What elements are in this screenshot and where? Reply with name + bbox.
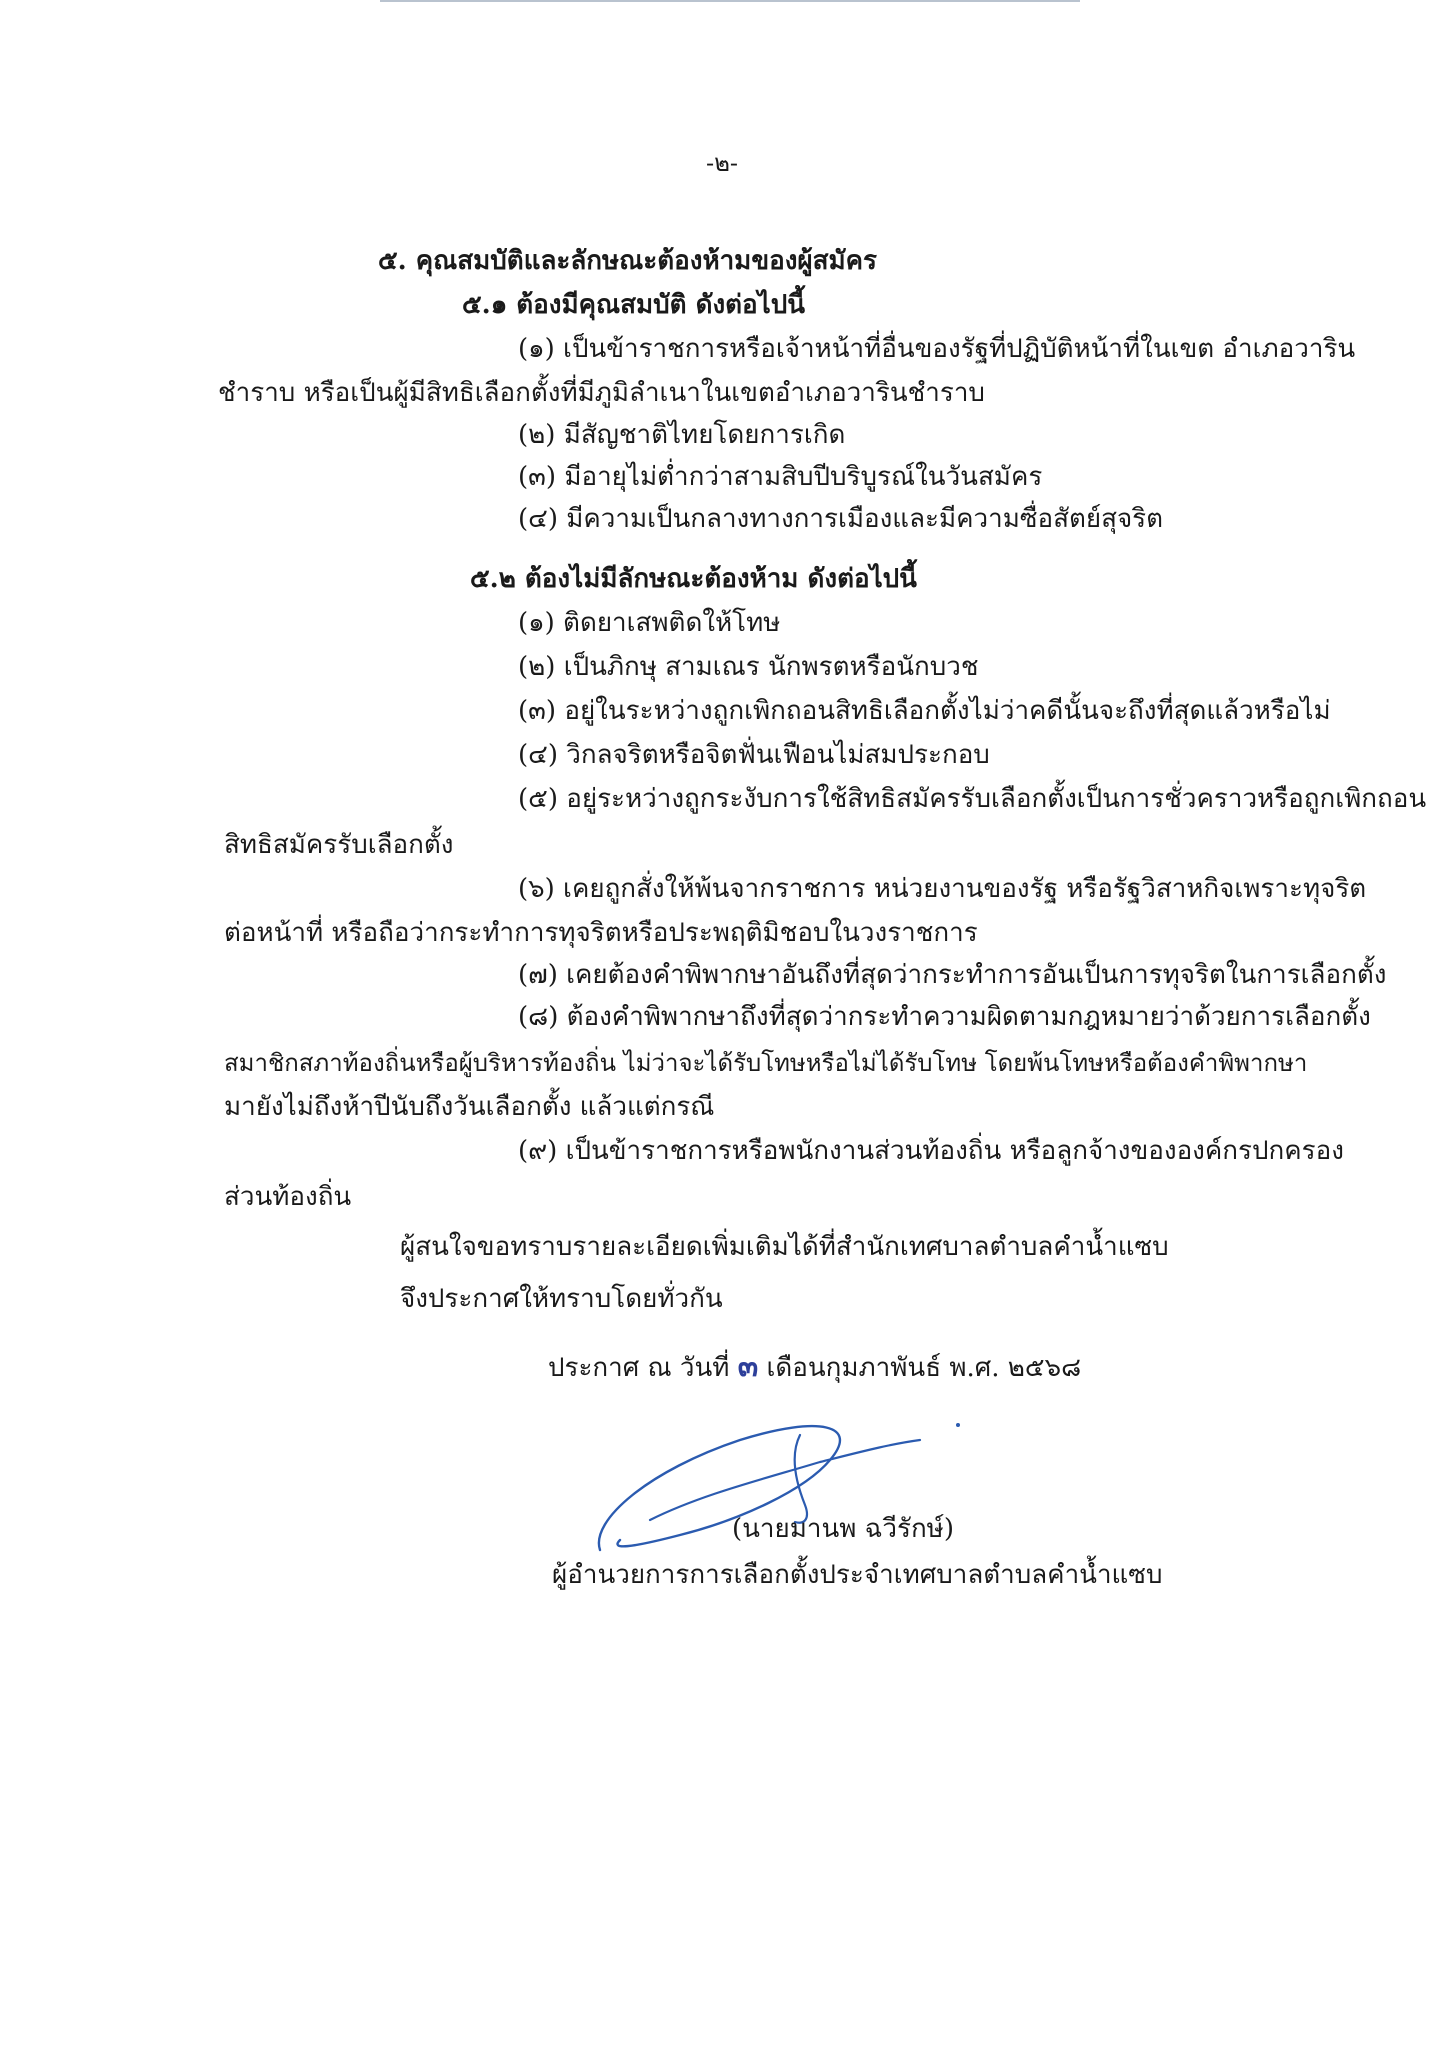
list-item: (๖) เคยถูกสั่งให้พ้นจากราชการ หน่วยงานของรัฐ หรือรัฐวิสาหกิจเพราะทุจริต <box>518 874 1367 904</box>
announcement-line: จึงประกาศให้ทราบโดยทั่วกัน <box>400 1284 723 1314</box>
list-item-continuation: ส่วนท้องถิ่น <box>224 1182 352 1212</box>
info-paragraph: ผู้สนใจขอทราบรายละเอียดเพิ่มเติมได้ที่สำนักเทศบาลตำบลคำน้ำแซบ <box>400 1232 1169 1262</box>
scan-edge-line <box>380 0 1080 2</box>
list-item: (๕) อยู่ระหว่างถูกระงับการใช้สิทธิสมัครรับเลือกตั้งเป็นการชั่วคราวหรือถูกเพิกถอน <box>518 784 1427 814</box>
list-item: (๔) วิกลจริตหรือจิตฟั่นเฟือนไม่สมประกอบ <box>518 740 990 770</box>
list-item: (๒) เป็นภิกษุ สามเณร นักพรตหรือนักบวช <box>518 652 979 682</box>
subsection-title-5-2: ๕.๒ ต้องไม่มีลักษณะต้องห้าม ดังต่อไปนี้ <box>470 564 917 594</box>
list-item: (๑) เป็นข้าราชการหรือเจ้าหน้าที่อื่นของรัฐที่ปฏิบัติหน้าที่ในเขต อำเภอวาริน <box>518 334 1356 364</box>
list-item-continuation: ชำราบ หรือเป็นผู้มีสิทธิเลือกตั้งที่มีภูมิลำเนาในเขตอำเภอวารินชำราบ <box>218 378 985 408</box>
subsection-title-5-1: ๕.๑ ต้องมีคุณสมบัติ ดังต่อไปนี้ <box>462 290 806 320</box>
date-day: ๓ <box>737 1349 759 1384</box>
signer-position: ผู้อำนวยการการเลือกตั้งประจำเทศบาลตำบลคำน้ำแซบ <box>552 1560 1163 1590</box>
section-heading: ๕. คุณสมบัติและลักษณะต้องห้ามของผู้สมัคร <box>378 246 878 276</box>
list-item: (๘) ต้องคำพิพากษาถึงที่สุดว่ากระทำความผิดตามกฎหมายว่าด้วยการเลือกตั้ง <box>518 1002 1371 1032</box>
announcement-date <box>548 1350 1081 1385</box>
list-item: (๔) มีความเป็นกลางทางการเมืองและมีความซื่อสัตย์สุจริต <box>518 504 1164 534</box>
list-item: (๓) มีอายุไม่ต่ำกว่าสามสิบปีบริบูรณ์ในวันสมัคร <box>518 462 1043 492</box>
list-item-continuation: ต่อหน้าที่ หรือถือว่ากระทำการทุจริตหรือประพฤติมิชอบในวงราชการ <box>224 918 978 948</box>
list-item: (๓) อยู่ในระหว่างถูกเพิกถอนสิทธิเลือกตั้งไม่ว่าคดีนั้นจะถึงที่สุดแล้วหรือไม่ <box>518 696 1331 726</box>
list-item: (๑) ติดยาเสพติดให้โทษ <box>518 608 781 638</box>
list-item: (๒) มีสัญชาติไทยโดยการเกิด <box>518 420 846 450</box>
list-item: (๗) เคยต้องคำพิพากษาอันถึงที่สุดว่ากระทำการอันเป็นการทุจริตในการเลือกตั้ง <box>518 960 1387 990</box>
date-prefix: ประกาศ ณ วันที่ <box>548 1353 730 1383</box>
signer-name: (นายมานพ ฉวีรักษ์) <box>732 1514 954 1544</box>
list-item-continuation: สมาชิกสภาท้องถิ่นหรือผู้บริหารท้องถิ่น ไม่ว่าจะได้รับโทษหรือไม่ได้รับโทษ โดยพ้นโทษหรือต้องคำพิพากษา <box>224 1049 1308 1077</box>
date-suffix: เดือนกุมภาพันธ์ พ.ศ. ๒๕๖๘ <box>766 1353 1082 1383</box>
page-number: -๒- <box>705 149 739 177</box>
list-item-continuation: สิทธิสมัครรับเลือกตั้ง <box>224 830 454 860</box>
list-item-continuation: มายังไม่ถึงห้าปีนับถึงวันเลือกตั้ง แล้วแต่กรณี <box>224 1092 715 1122</box>
list-item: (๙) เป็นข้าราชการหรือพนักงานส่วนท้องถิ่น หรือลูกจ้างขององค์กรปกครอง <box>518 1136 1344 1166</box>
